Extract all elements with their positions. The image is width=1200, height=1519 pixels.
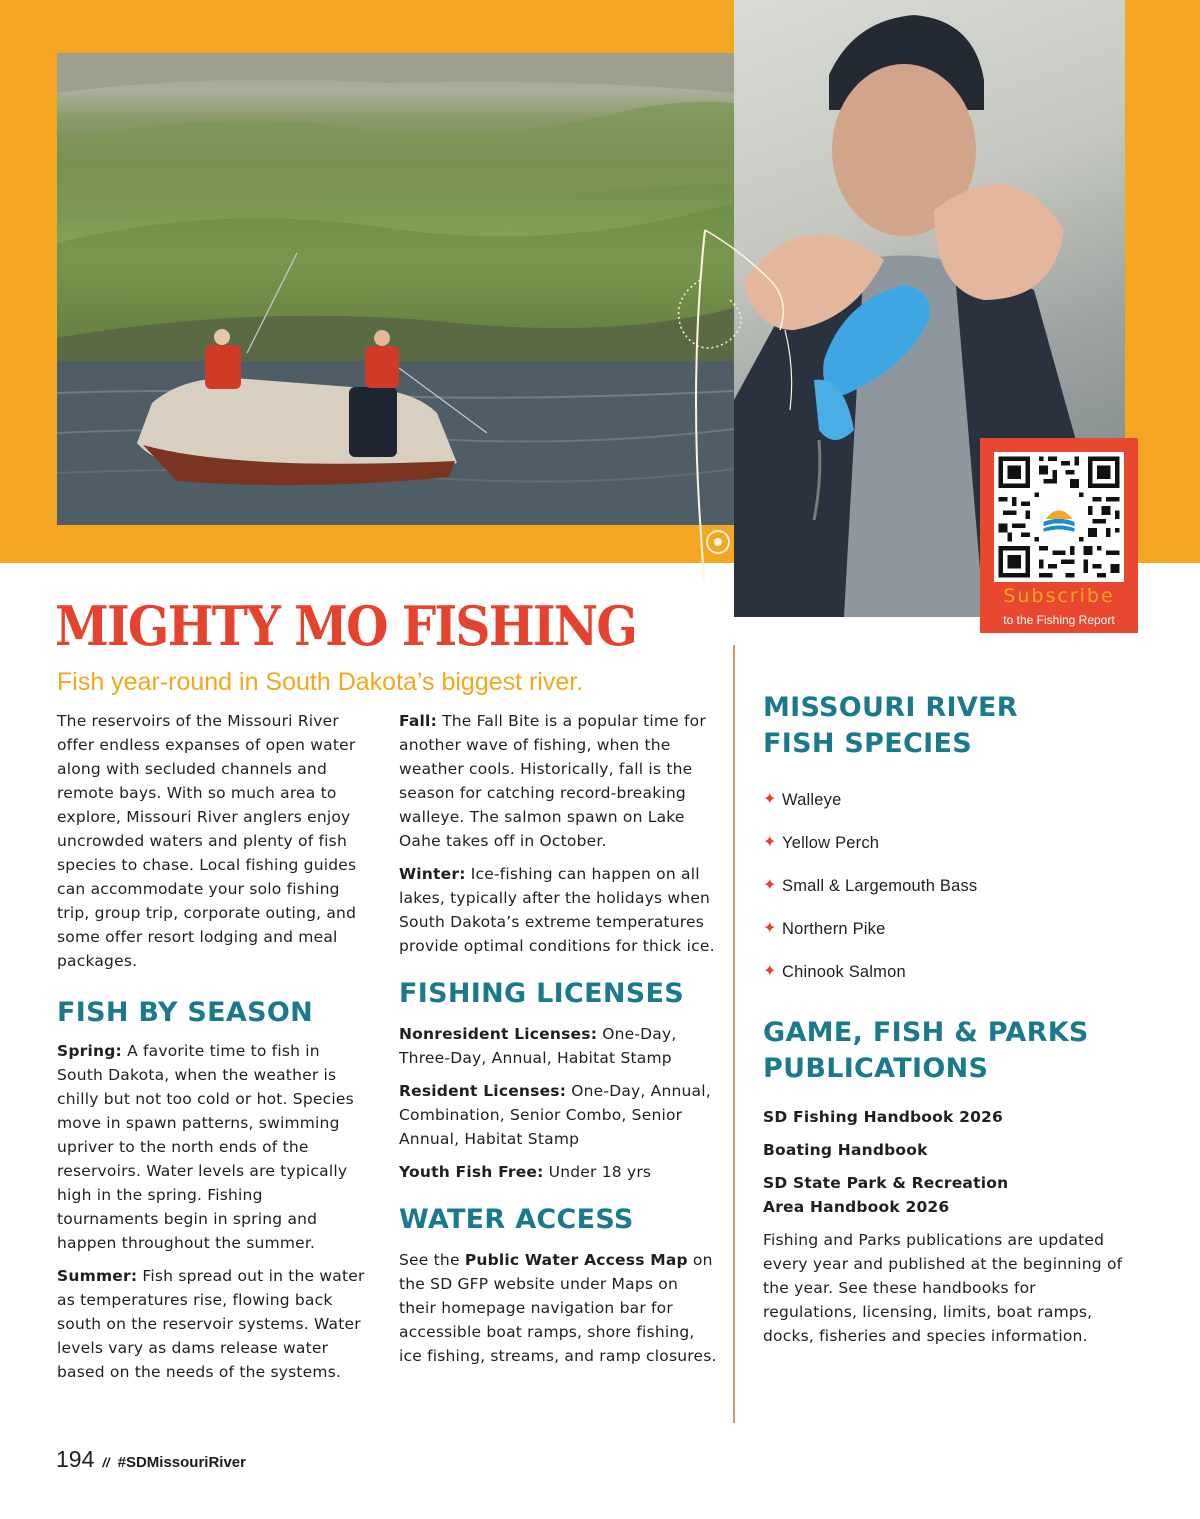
list-item [763,864,1133,907]
fall-label: Fall: [399,712,437,730]
list-item [763,950,1133,993]
publication-park-handbook: SD State Park & Recreation Area Handbook 2026 [763,1174,1009,1216]
column-right [763,690,1133,1357]
publications-heading-line2: PUBLICATIONS [763,1053,989,1084]
publication-boating-handbook: Boating Handbook [763,1141,928,1159]
publications-note: Fishing and Parks publications are updated every year and published at the beginning of the year. See these handbooks for regulations, licensing, limits, boat ramps, docks, fisheries and species information. [763,1231,1123,1345]
youth-label: Youth Fish Free: [399,1163,544,1181]
column-divider [733,645,735,1423]
spring-paragraph [57,1039,367,1255]
page-title: MIGHTY MO FISHING [55,594,637,658]
subscribe-note: to the Fishing Report [1003,613,1115,627]
fishing-rod-icon [660,220,800,590]
species-heading-line1: MISSOURI RIVER [763,692,1018,723]
qr-code-icon[interactable] [994,452,1124,582]
winter-text: Ice-fishing can happen on all lakes, typically after the holidays when South Dakota’s extreme temperatures provide optimal conditions for thick ice. [399,865,715,955]
licenses-heading: FISHING LICENSES [399,978,684,1009]
youth-paragraph [399,1160,717,1184]
list-item [763,821,1133,864]
species-name: Yellow Perch [782,833,880,852]
anglers-in-boat-on-river-photo [57,53,734,525]
summer-paragraph [57,1264,367,1384]
species-list [763,778,1133,993]
species-name: Small & Largemouth Bass [782,876,978,895]
list-item [763,778,1133,821]
page-subtitle: Fish year-round in South Dakota’s biggest river. [57,668,584,696]
species-heading-line2: FISH SPECIES [763,728,972,759]
column-left [57,709,367,1393]
nonresident-text: One-Day, Three-Day, Annual, Habitat Stamp [399,1025,677,1067]
winter-label: Winter: [399,865,466,883]
summer-label: Summer: [57,1267,138,1285]
nonresident-label: Nonresident Licenses: [399,1025,598,1043]
fall-paragraph [399,709,717,853]
season-heading: FISH BY SEASON [57,997,313,1028]
access-text-after: on the SD GFP website under Maps on their homepage navigation bar for accessible boat ramps, shore fishing, ice fishing, streams, and ramp closures. [399,1251,717,1365]
spring-label: Spring: [57,1042,122,1060]
star-icon: ✦ [763,919,777,937]
species-heading [763,690,1133,762]
subscribe-qr-panel[interactable] [980,438,1138,633]
publications-heading-line1: GAME, FISH & PARKS [763,1017,1089,1048]
publications-heading [763,1015,1133,1087]
resident-label: Resident Licenses: [399,1082,567,1100]
star-icon: ✦ [763,876,777,894]
resident-text: One-Day, Annual, Combination, Senior Combo, Senior Annual, Habitat Stamp [399,1082,711,1148]
page-footer [56,1446,246,1473]
winter-paragraph [399,862,717,958]
water-access-map-link[interactable]: Public Water Access Map [464,1251,688,1269]
species-name: Walleye [782,790,842,809]
species-name: Northern Pike [782,919,886,938]
fall-text: The Fall Bite is a popular time for another wave of fishing, when the weather cools. Historically, fall is the season for catching record-breaking walleye. The salmon spawn on Lake Oahe takes off in October. [399,712,706,850]
resident-paragraph [399,1079,717,1151]
access-text-before: See the [399,1251,465,1269]
list-item [763,907,1133,950]
footer-separator: // [102,1455,110,1470]
star-icon: ✦ [763,790,777,808]
access-paragraph [399,1248,717,1368]
summer-text: Fish spread out in the water as temperatures rise, flowing back south on the reservoir systems. Water levels vary as dams release water based on the needs of the systems. [57,1267,365,1381]
nonresident-paragraph [399,1022,717,1070]
footer-hashtag: #SDMissouriRiver [117,1454,246,1471]
boat-scene-illustration [57,53,734,525]
column-middle [399,709,717,1377]
star-icon: ✦ [763,833,777,851]
publication-fishing-handbook: SD Fishing Handbook 2026 [763,1108,1004,1126]
intro-paragraph: The reservoirs of the Missouri River offer endless expanses of open water along with secluded channels and remote bays. With so much area to explore, Missouri River anglers enjoy uncrowded waters and plenty of fish species to chase. Local fishing guides can accommodate your solo fishing trip, group trip, corporate outing, and some offer resort lodging and meal packages. [57,712,357,970]
access-heading: WATER ACCESS [399,1204,634,1235]
star-icon: ✦ [763,962,777,980]
page-number: 194 [56,1446,95,1472]
youth-text: Under 18 yrs [543,1163,652,1181]
subscribe-label[interactable]: Subscribe [1003,585,1115,607]
species-name: Chinook Salmon [782,962,906,981]
spring-text: A favorite time to fish in South Dakota, when the weather is chilly but not too cold or hot. Species move in spawn patterns, swimming upriver to the north ends of the reservoirs. Water levels are typically high in the spring. Fishing tournaments begin in spring and happen throughout the summer. [57,1042,354,1252]
